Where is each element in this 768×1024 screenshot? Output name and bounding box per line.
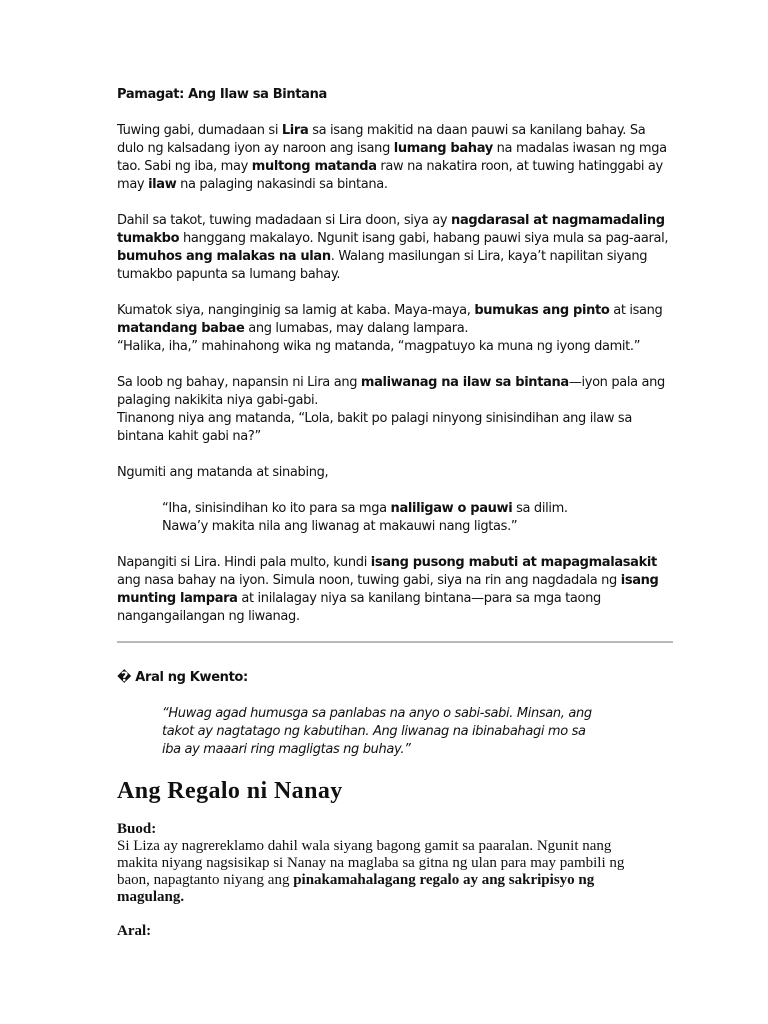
bold-text: multong matanda xyxy=(251,159,377,174)
horizontal-divider xyxy=(117,641,673,643)
bold-text: matandang babae xyxy=(117,321,245,336)
text-run: “Iha, sinisindihan ko ito para sa mga xyxy=(162,501,391,516)
text-run: —iyon pala ang palaging nakikita niya gabi-gabi. xyxy=(117,375,665,408)
bold-text: isang pusong mabuti at mapagmalasakit xyxy=(370,555,657,570)
paragraph-1 xyxy=(117,122,673,194)
bold-text: maliwanag na ilaw sa bintana xyxy=(360,375,569,390)
text-run: at isang xyxy=(609,303,663,318)
paragraph-2 xyxy=(117,212,673,284)
text-run: hanggang makalayo. Ngunit isang gabi, habang pauwi siya mula sa pag-aaral, xyxy=(179,231,669,246)
text-run: ang lumabas, may dalang lampara. xyxy=(244,321,469,336)
moral-label: Aral: xyxy=(117,923,152,939)
paragraph-5: Ngumiti ang matanda at sinabing, xyxy=(117,465,329,480)
moral-heading: � Aral ng Kwento: xyxy=(117,670,248,685)
story-one xyxy=(117,86,673,759)
text-run: . Walang masilungan si Lira, kaya’t napilitan siyang tumakbo papunta sa lumang bahay. xyxy=(117,249,648,282)
bold-text: bumuhos ang malakas na ulan xyxy=(117,249,331,264)
text-run: at inilalagay niya sa kanilang bintana—para sa mga taong nangangailangan ng liwanag. xyxy=(117,591,601,624)
bold-text: pinakamahalagang regalo ay ang sakripisyo ng magulang. xyxy=(117,872,595,905)
text-run: sa isang makitid na daan pauwi sa kanilang bahay. Sa dulo ng kalsadang iyon ay naroon ang isang xyxy=(117,123,646,156)
bold-text: nagdarasal at nagmamadaling tumakbo xyxy=(117,213,665,246)
text-run: Kumatok siya, nanginginig sa lamig at kaba. Maya-maya, xyxy=(117,303,475,318)
bold-text: bumukas ang pinto xyxy=(474,303,610,318)
document-page xyxy=(117,86,673,940)
paragraph-3b: “Halika, iha,” mahinahong wika ng matanda, “magpatuyo ka muna ng iyong damit.” xyxy=(117,339,641,354)
text-run: Si Liza ay nagrereklamo dahil wala siyang bagong gamit sa paaralan. Ngunit nang makita niyang nagsisikap si Nanay na maglaba sa gitna ng ulan para may pambili ng baon, napagtanto niyang ang xyxy=(117,838,625,888)
bold-text: Lira xyxy=(281,123,309,138)
summary-text xyxy=(117,838,647,906)
bold-text: lumang bahay xyxy=(393,141,493,156)
text-run: Napangiti si Lira. Hindi pala multo, kundi xyxy=(117,555,371,570)
paragraph-3a xyxy=(117,302,673,338)
bold-text: naliligaw o pauwi xyxy=(390,501,513,516)
summary-label: Buod: xyxy=(117,821,157,837)
text-run: ang nasa bahay na iyon. Simula noon, tuwing gabi, siya na rin ang nagdadala ng xyxy=(117,573,621,588)
moral-text: “Huwag agad humusga sa panlabas na anyo o sabi-sabi. Minsan, ang takot ay nagtatago ng kabutihan. Ang liwanag na ibinabahagi mo sa iba ay maaari ring magligtas ng buhay.” xyxy=(162,706,592,757)
text-run: raw na nakatira roon, at tuwing hatinggabi ay may xyxy=(117,159,663,192)
text-run: Sa loob ng bahay, napansin ni Lira ang xyxy=(117,375,361,390)
text-run: Tuwing gabi, dumadaan si xyxy=(117,123,282,138)
text-run: na palaging nakasindi sa bintana. xyxy=(176,177,388,192)
bold-text: ilaw xyxy=(148,177,177,192)
quote-line-1 xyxy=(162,500,673,518)
paragraph-4a xyxy=(117,374,673,410)
text-run: Dahil sa takot, tuwing madadaan si Lira doon, siya ay xyxy=(117,213,452,228)
paragraph-6 xyxy=(117,554,673,626)
quote-line-2: Nawa’y makita nila ang liwanag at makauwi nang ligtas.” xyxy=(162,519,518,534)
bold-text: isang munting lampara xyxy=(117,573,659,606)
text-run: sa dilim. xyxy=(512,501,568,516)
paragraph-4b: Tinanong niya ang matanda, “Lola, bakit po palagi ninyong sinisindihan ang ilaw sa bintana kahit gabi na?” xyxy=(117,411,632,444)
story-two-title: Ang Regalo ni Nanay xyxy=(117,778,343,804)
text-run: na madalas iwasan ng mga tao. Sabi ng iba, may xyxy=(117,141,667,174)
story-title-label: Pamagat: Ang Ilaw sa Bintana xyxy=(117,87,327,102)
